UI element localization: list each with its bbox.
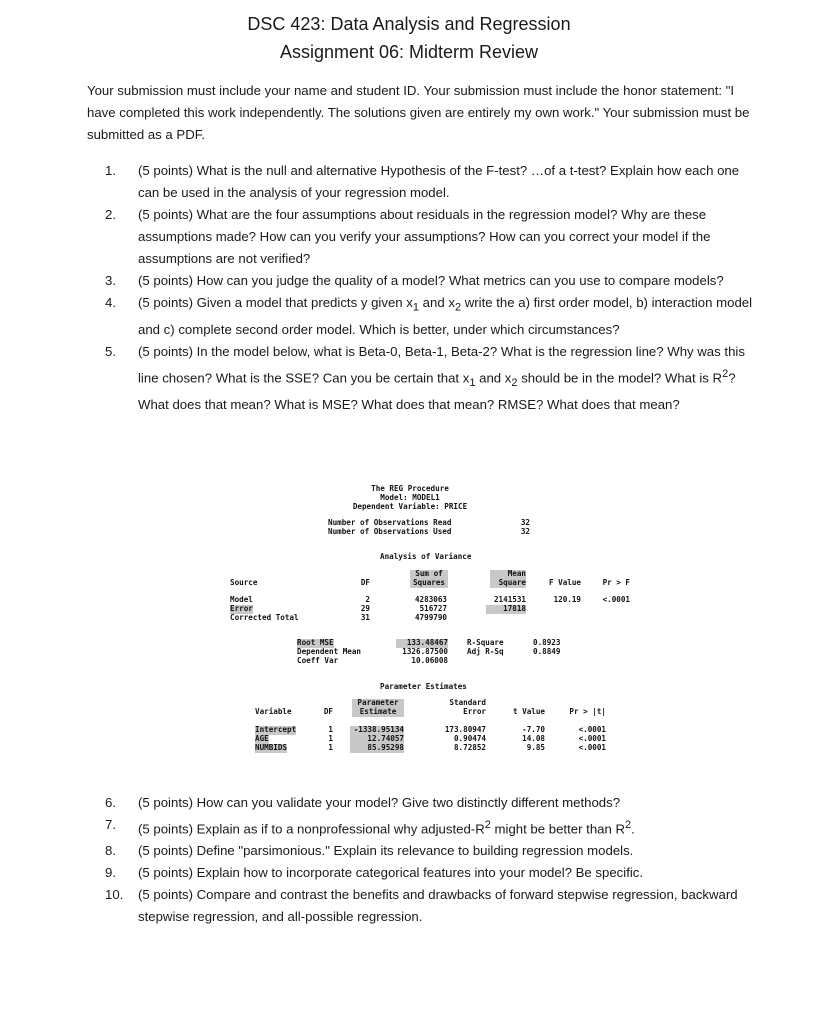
obs-used-value: 32 [520,527,530,536]
param-df: 1 [328,725,333,734]
anova-ss: 4799790 [414,613,447,622]
param-estimate: 85.95298 [350,744,404,753]
question-8 [105,840,755,862]
question-text: (5 points) Explain how to incorporate categorical features into your model? Be specific. [138,865,644,881]
sas-model-name: Model: MODEL1 [380,493,440,502]
question-10 [105,884,755,928]
question-list-part1 [105,160,755,416]
param-estimate: 12.74057 [350,735,404,744]
param-var: AGE [255,734,269,743]
question-number: 4. [105,295,116,310]
coeff-var-label: Coeff Var [297,656,339,665]
anova-df: 29 [360,604,370,613]
anova-header-p: Pr > F [602,578,630,587]
question-number: 10. [105,887,124,903]
param-header-var: Variable [255,707,292,716]
param-p: <.0001 [578,725,606,734]
dep-mean-label: Dependent Mean [297,647,362,656]
anova-ms: 2141531 [493,595,526,604]
anova-ms: 17818 [486,605,526,614]
anova-df: 31 [360,613,370,622]
submission-instructions: Your submission must include your name and student ID. Your submission must include the honor statement: "I have completed this work independently. The solutions given are entirely my own work." Your submission must be submitted as a PDF. [87,83,750,142]
anova-header-ss1: Sum of [410,570,448,579]
anova-p: <.0001 [602,595,630,604]
question-text: (5 points) What is the null and alternative Hypothesis of the F-test? …of a t-test? Explain how each one can be used in the analysis of your regression model. [138,163,740,200]
anova-source: Corrected Total [230,613,299,622]
question-text: (5 points) How can you judge the quality of a model? What metrics can you use to compare models? [138,273,724,288]
question-text: (5 points) Given a model that predicts y given $x_1$ and $x_2$ write the a) first order model, b) interaction model and c) complete second order model. Which is better, under which circumstances? [138,295,753,337]
question-text: (5 points) How can you validate your model? Give two distinctly different methods? [138,795,621,810]
question-number: 6. [105,795,116,810]
adj-rsq-value: 0.8849 [533,647,561,656]
sas-proc-title: The REG Procedure [371,484,449,493]
course-title: DSC 423: Data Analysis and Regression [247,14,571,34]
param-estimate: -1338.95134 [350,726,404,735]
anova-ss: 4283063 [414,595,447,604]
anova-header-df: DF [360,578,370,587]
rmse-label: Root MSE [297,638,334,647]
question-list-part2 [105,792,755,928]
param-df: 1 [328,743,333,752]
question-9 [105,862,755,884]
question-2 [105,204,755,270]
param-header-df: DF [323,707,333,716]
anova-source: Model [230,595,253,604]
param-p: <.0001 [578,743,606,752]
param-df: 1 [328,734,333,743]
param-se: 8.72852 [453,743,486,752]
param-t: 9.85 [526,743,545,752]
question-5 [105,341,755,416]
adj-rsq-label: Adj R-Sq [467,647,504,656]
dep-mean-value: 1326.87500 [402,647,448,656]
param-header-se2: Error [463,707,486,716]
param-title: Parameter Estimates [380,682,467,691]
rsquare-label: R-Square [467,638,504,647]
anova-title: Analysis of Variance [380,552,472,561]
question-text: (5 points) What are the four assumptions about residuals in the regression model? Why are these assumptions made? How can you verify your assumptions? How can you correct your model if the assumptions are not verified? [138,207,711,266]
anova-header-ms2: Square [490,579,526,588]
sas-dependent-variable: Dependent Variable: PRICE [352,502,468,511]
question-text: (5 points) Explain as if to a nonprofessional why adjusted-$R^2$ might be better than $R^2$. [138,819,635,837]
anova-source: Error [230,604,253,613]
param-header-est2: Estimate [352,708,404,717]
param-p: <.0001 [578,734,606,743]
question-number: 2. [105,207,116,222]
param-var: NUMBIDS [255,743,288,752]
question-number: 9. [105,865,116,881]
question-1 [105,160,755,204]
question-text: (5 points) In the model below, what is Beta-0, Beta-1, Beta-2? What is the regression line? Why was this line chosen? What is the SSE? Can you be certain that $x_1$ and $x_2$ should be in the model? What is $R^2$? What does that mean? What is MSE? What does that mean? RMSE? What does that mean? [138,343,745,412]
param-header-p: Pr > |t| [569,707,606,716]
param-header-est1: Parameter [352,699,404,708]
question-number: 1. [105,163,116,178]
assignment-title: Assignment 06: Midterm Review [279,42,539,62]
anova-header-ss2: Squares [410,579,448,588]
param-header-se1: Standard [449,698,486,707]
question-number: 5. [105,343,116,359]
param-header-t: t Value [512,707,545,716]
question-number: 3. [105,273,116,288]
anova-header-ms1: Mean [490,570,526,579]
anova-df: 2 [365,595,370,604]
question-number: 7. [105,817,116,832]
param-var: Intercept [255,725,297,734]
anova-ss: 516727 [419,604,447,613]
question-6 [105,792,755,814]
rmse-value: 133.48467 [396,639,448,648]
question-text: (5 points) Define "parsimonious." Explain its relevance to building regression models. [138,843,634,859]
question-text: (5 points) Compare and contrast the benefits and drawbacks of forward stepwise regression, backward stepwise regression, and all-possible regression. [138,887,738,925]
obs-read-value: 32 [520,518,530,527]
param-se: 0.90474 [453,734,486,743]
rsquare-value: 0.8923 [533,638,561,647]
param-t: 14.08 [522,734,545,743]
question-3 [105,270,755,292]
param-se: 173.80947 [444,725,486,734]
anova-header-source: Source [230,578,258,587]
anova-header-f: F Value [548,578,581,587]
obs-used-label: Number of Observations Used [328,527,452,536]
coeff-var-value: 10.06008 [411,656,448,665]
question-4 [105,292,755,341]
question-7 [105,814,755,840]
anova-f: 120.19 [553,595,581,604]
param-t: -7.70 [522,725,545,734]
obs-read-label: Number of Observations Read [328,518,452,527]
question-number: 8. [105,843,116,859]
